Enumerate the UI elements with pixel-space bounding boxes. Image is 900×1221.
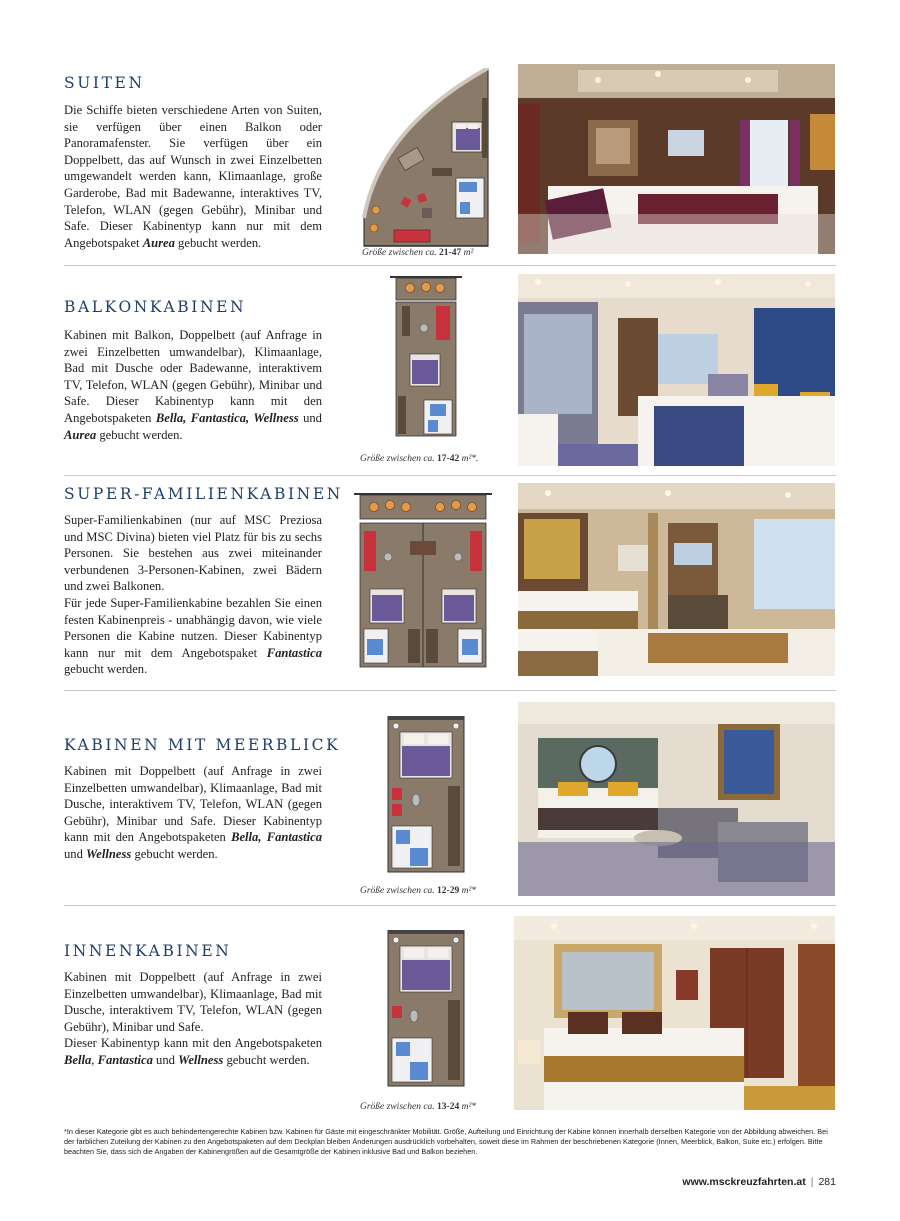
package-name: Fantastica (97, 1052, 153, 1067)
paragraph-text: Dieser Kabinentyp kann mit den Angebotspaketen (64, 1036, 322, 1051)
balcony-cabin-photo (518, 274, 835, 466)
section-balkonkabinen (64, 274, 836, 474)
size-caption: Größe zwischen ca. 17-42 m²*. (360, 454, 479, 464)
section-divider (64, 475, 836, 476)
section-kabinen-mit-meerblick (64, 700, 836, 900)
section-innenkabinen (64, 914, 836, 1119)
package-name: Bella, Fantastica, Wellness (155, 410, 299, 425)
section-divider (64, 905, 836, 906)
oceanview-floor-plan (386, 716, 466, 874)
balcony-floor-plan (390, 274, 462, 438)
oceanview-cabin-photo (518, 702, 835, 896)
paragraph-text: und (298, 410, 322, 425)
paragraph-text: und (152, 1052, 179, 1067)
package-name: Bella (64, 1052, 92, 1067)
description-paragraph (64, 512, 322, 595)
section-heading: SUPER-FAMILIENKABINEN (64, 485, 343, 503)
paragraph-text: gebucht werden. (131, 846, 218, 861)
section-super-familienkabinen (64, 483, 836, 683)
package-name: Wellness (178, 1052, 224, 1067)
description-paragraph (64, 763, 322, 863)
package-name: Bella, Fantastica (231, 830, 322, 845)
description-paragraph (64, 102, 322, 251)
interior-floor-plan (386, 930, 466, 1088)
size-caption: Größe zwischen ca. 21-47 m² (362, 248, 474, 258)
section-suiten (64, 68, 836, 263)
description-paragraph (64, 595, 322, 678)
size-caption: Größe zwischen ca. 13-24 m²* (360, 1102, 477, 1112)
page-footer (682, 1176, 836, 1188)
footer-separator: | (810, 1176, 814, 1188)
paragraph-text: gebucht werden. (64, 662, 148, 677)
paragraph-text: Die Schiffe bieten verschiedene Arten von Suiten, sie verfügen über einen Balkon oder Panoramafenster. Sie verfügen über ein Doppelbett, das auf Wunsch in zwei Einzelbetten umgewandelt werden kann, Klimaanlage, große Garderobe, Bad mit Badewanne, interaktives TV, Telefon, WLAN (gegen Gebühr), Minibar und Safe. Dieser Kabinentyp kann nur mit dem Angebotspaket (64, 103, 322, 250)
package-name: Wellness (86, 846, 132, 861)
section-heading: BALKONKABINEN (64, 298, 247, 316)
page-number: 281 (818, 1176, 836, 1188)
description-paragraph (64, 1035, 322, 1068)
family-floor-plan (354, 489, 492, 669)
section-description (64, 763, 322, 863)
section-heading: SUITEN (64, 74, 145, 92)
footnote: *In dieser Kategorie gibt es auch behindertengerechte Kabinen bzw. Kabinen für Gäste mit eingeschränkter Mobilität. Größe, Aufteilung und Einrichtung der Kabine können innerhalb derselben Kategorie von der Abbildung abweichen. Bei der farblichen Zuteilung der Kabinen zu den Angebotspaketen auf dem Deckplan bleiben Änderungen ausdrücklich vorbehalten, soweit diese im Rahmen der beschriebenen Kategorie (Innen, Meerblick, Balkon, Suite etc.) erfolgen. Bitte beachten Sie, dass sich die Angaben der Kabinengrößen auf die Gesamtgröße der Kabinen inklusive Bad und Balkon beziehen. (64, 1127, 828, 1156)
paragraph-text: , (91, 1052, 98, 1067)
size-caption: Größe zwischen ca. 12-29 m²* (360, 886, 477, 896)
website-link[interactable]: www.msckreuzfahrten.at (682, 1176, 806, 1188)
section-divider (64, 265, 836, 266)
section-divider (64, 690, 836, 691)
paragraph-text: gebucht werden. (96, 427, 183, 442)
package-name: Fantastica (266, 645, 322, 660)
package-name: Aurea (142, 235, 175, 250)
section-heading: KABINEN MIT MEERBLICK (64, 736, 341, 754)
section-description (64, 102, 322, 251)
description-paragraph (64, 969, 322, 1035)
paragraph-text: gebucht werden. (174, 235, 262, 250)
paragraph-text: Für jede Super-Familienkabine bezahlen Sie einen festen Kabinenpreis - unabhängig davon, wie viele Personen die Kabine nutzen. Dieser Kabinentyp kann nur mit dem Angebotspaket (64, 595, 322, 660)
package-name: Aurea (64, 427, 97, 442)
paragraph-text: und (64, 846, 87, 861)
description-paragraph (64, 327, 322, 443)
section-description (64, 327, 322, 443)
section-heading: INNENKABINEN (64, 942, 232, 960)
paragraph-text: gebucht werden. (223, 1052, 310, 1067)
paragraph-text: Super-Familienkabinen (nur auf MSC Preziosa und MSC Divina) bieten viel Platz für bis zu sechs Personen. Sie bestehen aus zwei miteinander verbundenen 3-Personen-Kabinen, zwei Bädern und zwei Balkonen. (64, 513, 322, 594)
family-cabin-photo (518, 483, 835, 676)
interior-cabin-photo (514, 916, 835, 1110)
suite-cabin-photo (518, 64, 835, 254)
paragraph-text: Kabinen mit Doppelbett (auf Anfrage in zwei Einzelbetten umwandelbar), Klimaanlage, Bad mit Dusche, interaktivem TV, Telefon, WLAN (gegen Gebühr), Minibar und Safe. Dieser Kabinentyp kann mit den Angebotspaketen (64, 764, 322, 845)
paragraph-text: Kabinen mit Balkon, Doppelbett (auf Anfrage in zwei Einzelbetten umwandelbar), Klimaanlage, Bad mit Dusche oder Badewanne, interaktivem TV, Telefon, WLAN (gegen Gebühr), Minibar und Safe. Dieser Kabinentyp kann mit den Angebotspaketen (64, 328, 322, 425)
section-description (64, 512, 322, 678)
paragraph-text: Kabinen mit Doppelbett (auf Anfrage in zwei Einzelbetten umwandelbar), Klimaanlage, Bad mit Dusche, interaktivem TV, Telefon, WLAN (gegen Gebühr), Minibar und Safe. (64, 970, 322, 1034)
section-description (64, 969, 322, 1069)
suite-floor-plan (360, 68, 492, 248)
